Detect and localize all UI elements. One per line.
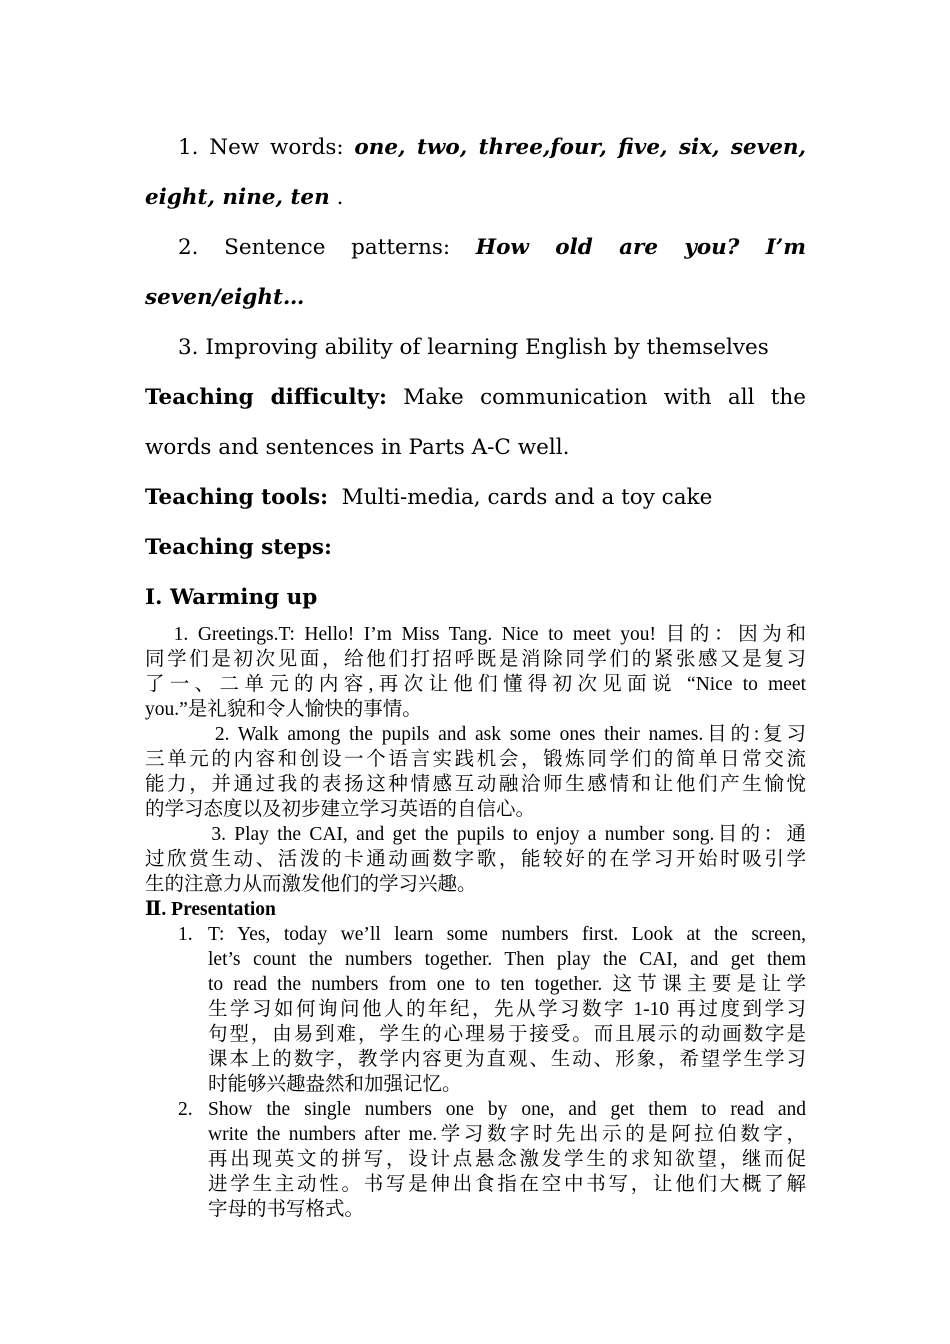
teaching-difficulty-line-2: words and sentences in Parts A-C well. [145,435,570,460]
presentation-item-line: 生学习如何询问他人的年纪，先从学习数字 1-10 再过度到学习 [208,999,806,1020]
warming-up-line: 能力，并通过我的表扬这种情感互动融洽师生感情和让他们产生愉悅 [145,774,806,795]
warming-up-heading [145,583,806,613]
objective-1-words-cont: eight, nine, ten [145,185,330,210]
warming-up-line: 3. Play the CAI, and get the pupils to enjoy a number song.目的：通 [145,824,806,845]
teaching-tools-text: Multi-media, cards and a toy cake [328,485,713,510]
teaching-steps-heading [145,533,806,563]
warming-up-line: you.”是礼貌和令人愉快的事情。 [145,699,422,720]
presentation-heading-text: Ⅱ. Presentation [145,899,276,920]
presentation-item-number: 1. [178,924,193,945]
presentation-item-line: 再出现英文的拼写，设计点悬念激发学生的求知欲望，继而促 [208,1149,806,1170]
presentation-item-line: 字母的书写格式。 [208,1199,365,1220]
warming-up-line: 同学们是初次见面，给他们打招呼既是消除同学们的紧张感又是复习 [145,649,806,670]
teaching-steps-label: Teaching steps: [145,535,332,560]
objective-2-pattern-cont: seven/eight… [145,285,305,310]
objective-3: 3. Improving ability of learning English by themselves [178,335,769,360]
presentation-heading [145,897,806,922]
objective-1-lead: 1. New words: [178,135,355,160]
teaching-tools [145,483,806,513]
teaching-difficulty-label: Teaching difficulty: [145,385,387,410]
presentation-item-line: 时能够兴趣盎然和加强记忆。 [208,1074,462,1095]
objective-1-words: one, two, three,four, five, six, seven, [354,135,806,160]
objective-2-lead: 2. Sentence patterns: [178,235,476,260]
presentation-item-line: write the numbers after me.学习数字时先出示的是阿拉伯数字， [208,1124,806,1145]
presentation-item-line: let’s count the numbers together. Then play the CAI, and get them [208,949,806,970]
objective-1-line-1 [178,133,806,163]
objective-1-line-2 [145,183,806,213]
warming-up-line: 过欣赏生动、活泼的卡通动画数字歌，能较好的在学习开始时吸引学 [145,849,806,870]
warming-up-heading-text: Ⅰ. Warming up [145,585,318,610]
teaching-difficulty-text: Make communication with all the [386,385,806,410]
objective-1-tail: . [329,185,344,210]
presentation-item-line: T: Yes, today we’ll learn some numbers first. Look at the screen, [208,924,806,945]
presentation-item-line: 句型，由易到难，学生的心理易于接受。而且展示的动画数字是 [208,1024,806,1045]
presentation-item-line: 课本上的数字，教学内容更为直观、生动、形象，希望学生学习 [208,1049,806,1070]
warming-up-line: 了一、二单元的内容,再次让他们懂得初次见面说 “Nice to meet [145,674,806,695]
teaching-tools-label: Teaching tools: [145,485,329,510]
warming-up-line: 三单元的内容和创设一个语言实践机会，锻炼同学们的简单日常交流 [145,749,806,770]
presentation-item-line: Show the single numbers one by one, and get them to read and [208,1099,806,1120]
warming-up-line: 生的注意力从而激发他们的学习兴趣。 [145,874,477,895]
objective-2-line-1 [178,233,806,263]
presentation-item-line: to read the numbers from one to ten together. 这节课主要是让学 [208,974,806,995]
warming-up-line: 2. Walk among the pupils and ask some ones their names.目的:复习 [145,724,806,745]
presentation-item-line: 进学生主动性。书写是伸出食指在空中书写，让他们大概了解 [208,1174,806,1195]
teaching-difficulty-line-1 [145,383,806,413]
objective-2-pattern: How old are you? I’m [475,235,807,260]
warming-up-line: 1. Greetings.T: Hello! I’m Miss Tang. Nice to meet you! 目的：因为和 [145,624,806,645]
objective-2-line-2 [145,283,806,313]
presentation-item-number: 2. [178,1099,193,1120]
warming-up-line: 的学习态度以及初步建立学习英语的自信心。 [145,799,536,820]
